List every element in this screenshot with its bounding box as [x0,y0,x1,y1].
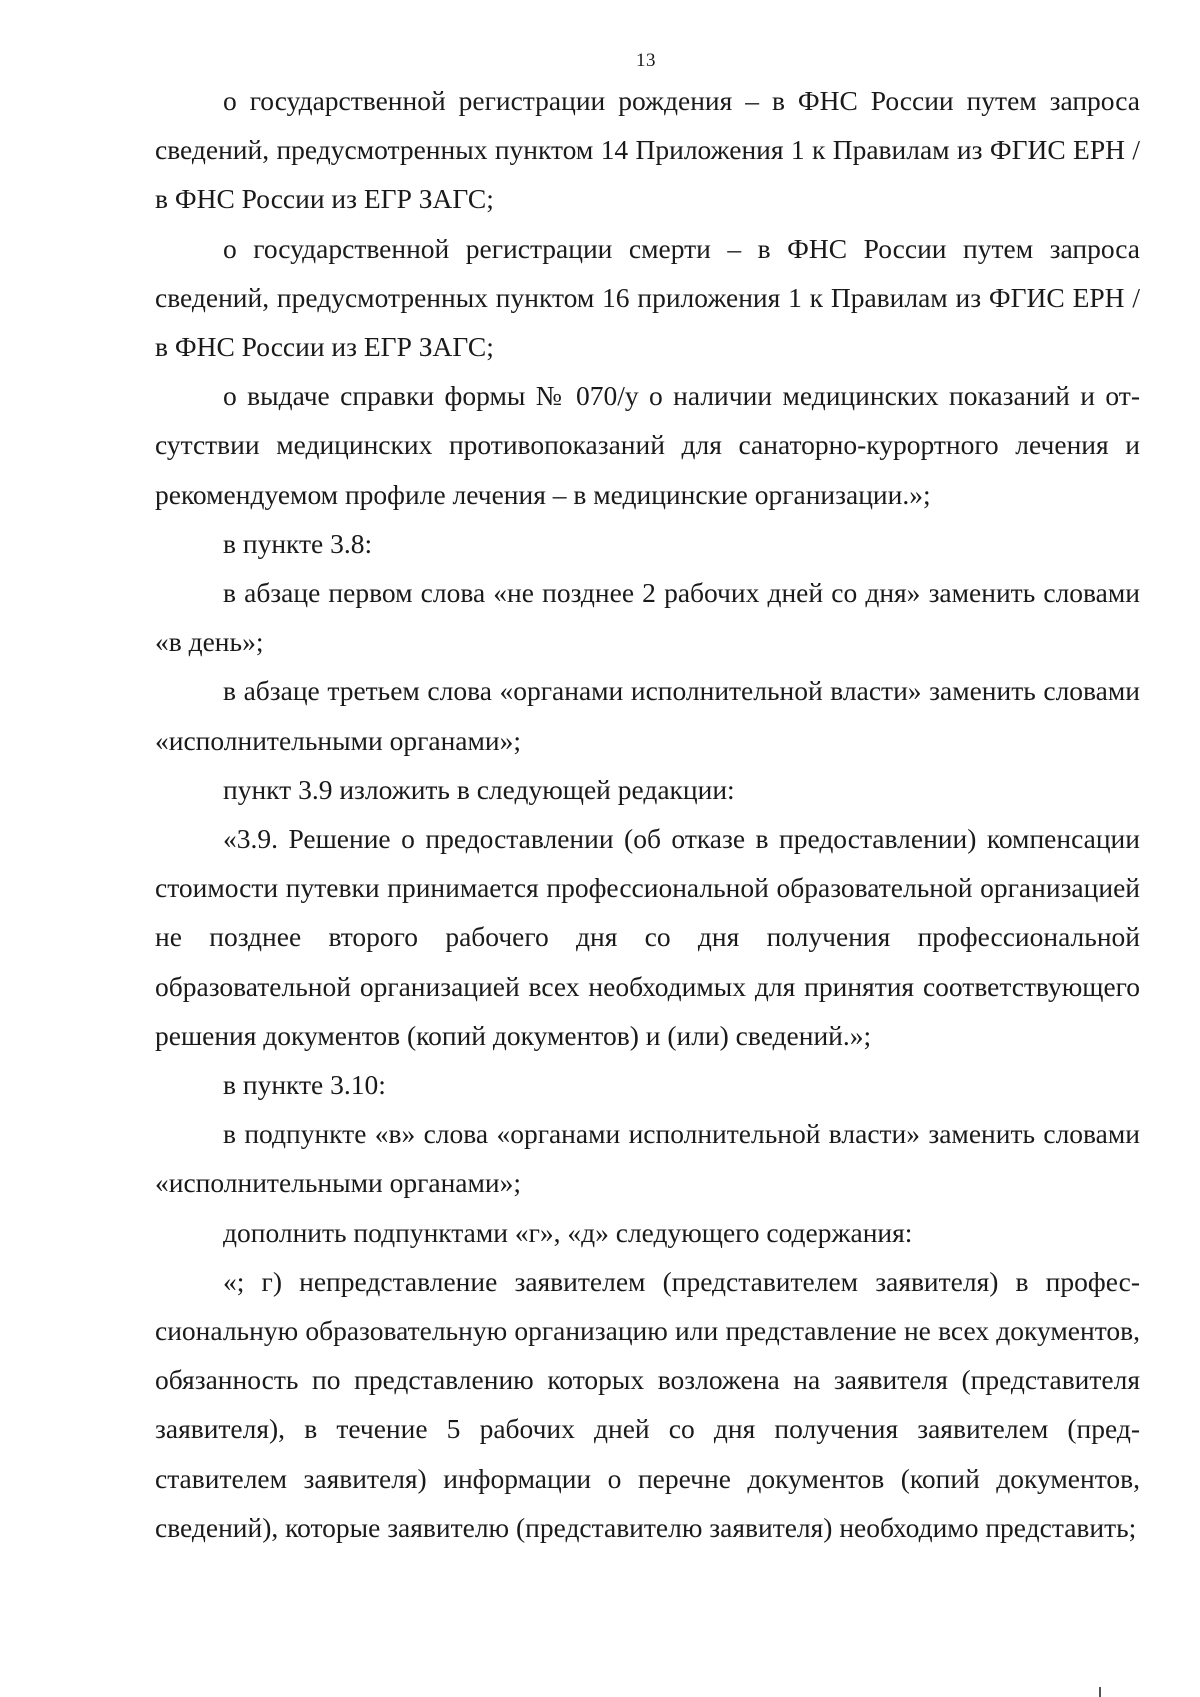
paragraph-birth-registration: о государственной регистрации рождения – в ФНС России путем запроса сведений, предусмотренных пунктом 14 Приложения 1 к Правилам из ФГИС ЕРН / в ФНС России из ЕГР ЗАГС; [155,85,1140,215]
paragraph-death-registration: о государственной регистрации смерти – в ФНС России путем запроса сведений, предусмотренных пунктом 16 приложения 1 к Правилам из ФГИС ЕРН / в ФНС России из ЕГР ЗАГС; [155,232,1140,363]
paragraph-clause-3-8-third: в абзаце третьем слова «органами исполнительной власти» заменить словами «исполнительными органами»; [155,675,1140,756]
scan-mark [1099,1687,1101,1697]
paragraph-subclause-g: «; г) непредставление заявителем (представителем заявителя) в профессиональную образовательную организацию или представление не всех документов, обязанность по представлению которых возложена на заявителя (представителя заявителя), в течение 5 рабочих дней со дня получения заявителем (представителем заявителя) информации о перечне документов (копий документов, сведений), которые заявителю (представителю заявителя) необходимо представить; [155,1265,1140,1543]
paragraph-clause-3-8: в пункте 3.8: [223,527,373,559]
paragraph-clause-3-10: в пункте 3.10: [223,1069,386,1101]
paragraph-clause-3-9-text: «3.9. Решение о предоставлении (об отказе в предоставлении) компенсации стоимости путевки принимается профессиональной образовательной организацией не позднее второго рабочего дня со дня получения профессиональной образовательной организацией всех необходимых для принятия соответствующего решения документов (копий документов) и (или) сведений.»; [155,823,1140,1051]
document-body [155,76,1140,1552]
paragraph-clause-3-9-intro: пункт 3.9 изложить в следующей редакции: [223,773,735,805]
paragraph-add-subclauses: дополнить подпунктами «г», «д» следующего содержания: [223,1216,913,1248]
paragraph-clause-3-10-b: в подпункте «в» слова «органами исполнительной власти» заменить словами «исполнительными органами»; [155,1118,1140,1199]
paragraph-clause-3-8-first: в абзаце первом слова «не позднее 2 рабочих дней со дня» заменить словами «в день»; [155,577,1140,658]
paragraph-medical-certificate: о выдаче справки формы № 070/у о наличии медицинских показаний и отсутствии медицинских противопоказаний для санаторно-курортного лечения и рекомендуемом профиле лечения – в медицинские организации.»; [155,380,1140,510]
page-number: 13 [636,50,656,71]
